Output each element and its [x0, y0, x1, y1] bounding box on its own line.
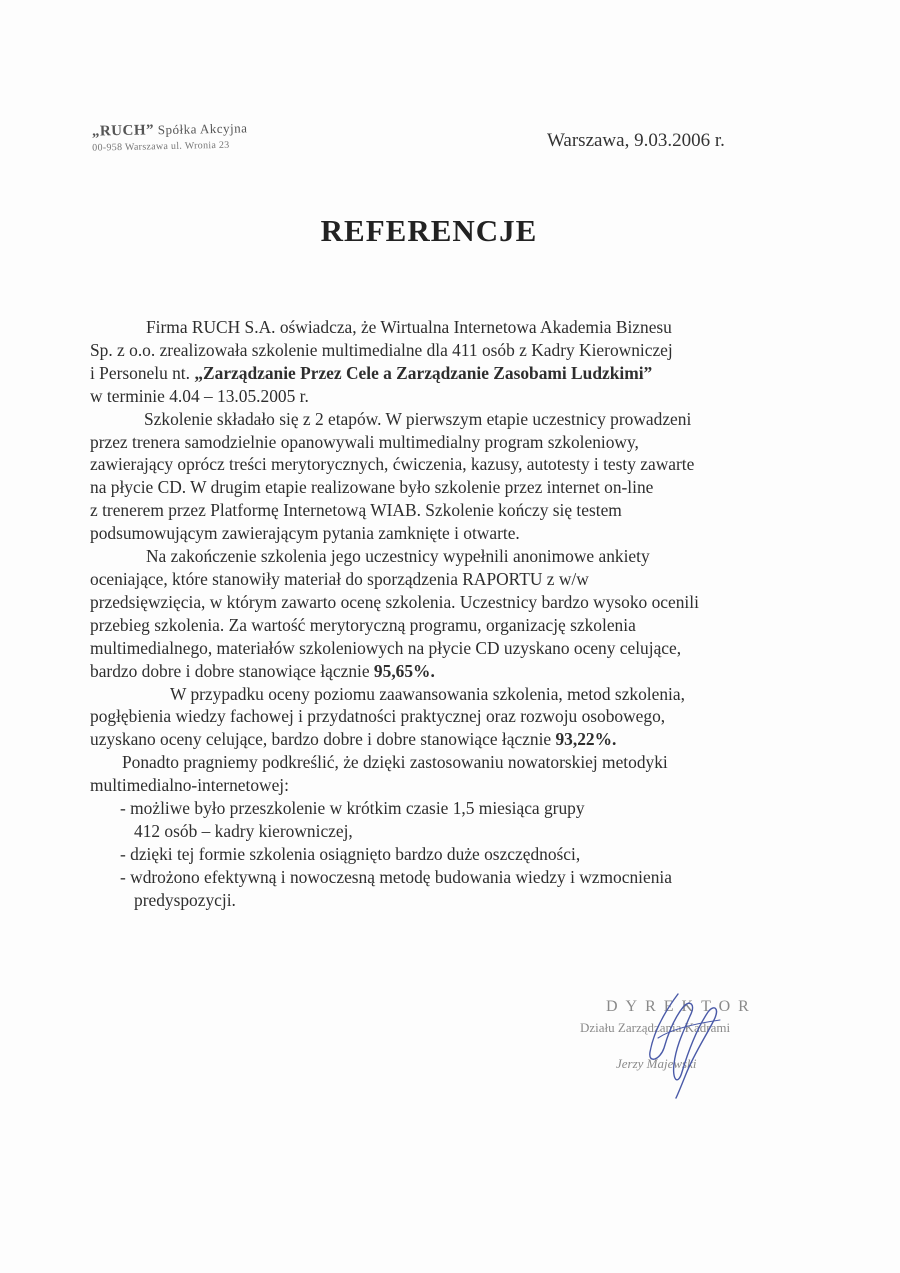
text-line: Szkolenie składało się z 2 etapów. W pierwszym etapie uczestnicy prowadzeni: [144, 408, 692, 429]
company-stamp: [92, 120, 248, 153]
text-line: [90, 362, 790, 385]
paragraph-5: [90, 751, 790, 797]
stamp-name: „RUCH”: [91, 122, 155, 140]
text-line: z trenerem przez Platformę Internetową WIAB. Szkolenie kończy się testem: [90, 500, 622, 521]
training-topic: „Zarządzanie Przez Cele a Zarządzanie Zasobami Ludzkimi”: [194, 362, 653, 383]
text-line: przedsięwzięcia, w którym zawarto ocenę szkolenia. Uczestnicy bardzo wysoko ocenili: [90, 591, 699, 612]
paragraph-2: [90, 408, 790, 545]
text-line: W przypadku oceny poziomu zaawansowania szkolenia, metod szkolenia,: [170, 683, 685, 704]
text-line: Na zakończenie szkolenia jego uczestnicy wypełnili anonimowe ankiety: [146, 546, 650, 567]
list-item: - możliwe było przeszkolenie w krótkim czasie 1,5 miesiąca grupy: [120, 798, 585, 819]
text-span: uzyskano oceny celujące, bardzo dobre i dobre stanowiące łącznie: [90, 729, 556, 750]
text-line: Ponadto pragniemy podkreślić, że dzięki zastosowaniu nowatorskiej metodyki: [122, 752, 668, 773]
score-percent: 93,22%.: [555, 729, 617, 750]
text-line: Firma RUCH S.A. oświadcza, że Wirtualna Internetowa Akademia Biznesu: [146, 317, 672, 337]
signature-block: [568, 990, 798, 1100]
paragraph-4: [90, 683, 790, 752]
paragraph-3: [90, 545, 790, 682]
list-item-continuation: predyspozycji.: [134, 889, 236, 910]
score-percent: 95,65%.: [373, 660, 435, 681]
text-span: bardzo dobre i dobre stanowiące łącznie: [90, 660, 374, 681]
text-line: [90, 660, 790, 683]
stamp-address: 00-958 Warszawa ul. Wronia 23: [92, 139, 230, 154]
text-line: przebieg szkolenia. Za wartość merytoryczną programu, organizację szkolenia: [90, 614, 636, 635]
text-line: [90, 728, 790, 751]
document-date: Warszawa, 9.03.2006 r.: [547, 130, 725, 151]
stamp-company-line: [92, 120, 248, 140]
text-line: przez trenera samodzielnie opanowywali multimedialny program szkoleniowy,: [90, 431, 639, 452]
signature-title: DYREKTOR: [606, 998, 757, 1015]
signature-name: Jerzy Majewski: [616, 1056, 697, 1071]
text-span: i Personelu nt.: [90, 362, 195, 383]
text-line: Sp. z o.o. zrealizowała szkolenie multimedialne dla 411 osób z Kadry Kierowniczej: [90, 339, 673, 360]
text-line: w terminie 4.04 – 13.05.2005 r.: [90, 385, 309, 406]
list-item: - dzięki tej formie szkolenia osiągnięto bardzo duże oszczędności,: [120, 843, 581, 864]
benefits-list: [90, 797, 790, 912]
list-item: - wdrożono efektywną i nowoczesną metodę budowania wiedzy i wzmocnienia: [120, 866, 672, 887]
text-line: na płycie CD. W drugim etapie realizowane było szkolenie przez internet on-line: [90, 477, 654, 498]
text-line: multimedialno-internetowej:: [90, 775, 289, 796]
paragraph-1: [90, 316, 790, 408]
text-line: multimedialnego, materiałów szkoleniowych na płycie CD uzyskano oceny celujące,: [90, 637, 682, 658]
list-item-continuation: 412 osób – kadry kierowniczej,: [134, 820, 353, 841]
text-line: podsumowującym zawierającym pytania zamknięte i otwarte.: [90, 523, 520, 544]
text-line: oceniające, które stanowiły materiał do sporządzenia RAPORTU z w/w: [90, 568, 589, 589]
signature-department: Działu Zarządzania Kadrami: [580, 1020, 731, 1035]
text-line: zawierający oprócz treści merytorycznych, ćwiczenia, kazusy, autotesty i testy zawarte: [90, 454, 695, 475]
text-line: pogłębienia wiedzy fachowej i przydatności praktycznej oraz rozwoju osobowego,: [90, 706, 666, 727]
stamp-company-type: Spółka Akcyjna: [157, 120, 248, 138]
handwritten-signature: [608, 990, 758, 1100]
document-title: REFERENCJE: [320, 213, 538, 248]
document-body: [90, 316, 790, 912]
